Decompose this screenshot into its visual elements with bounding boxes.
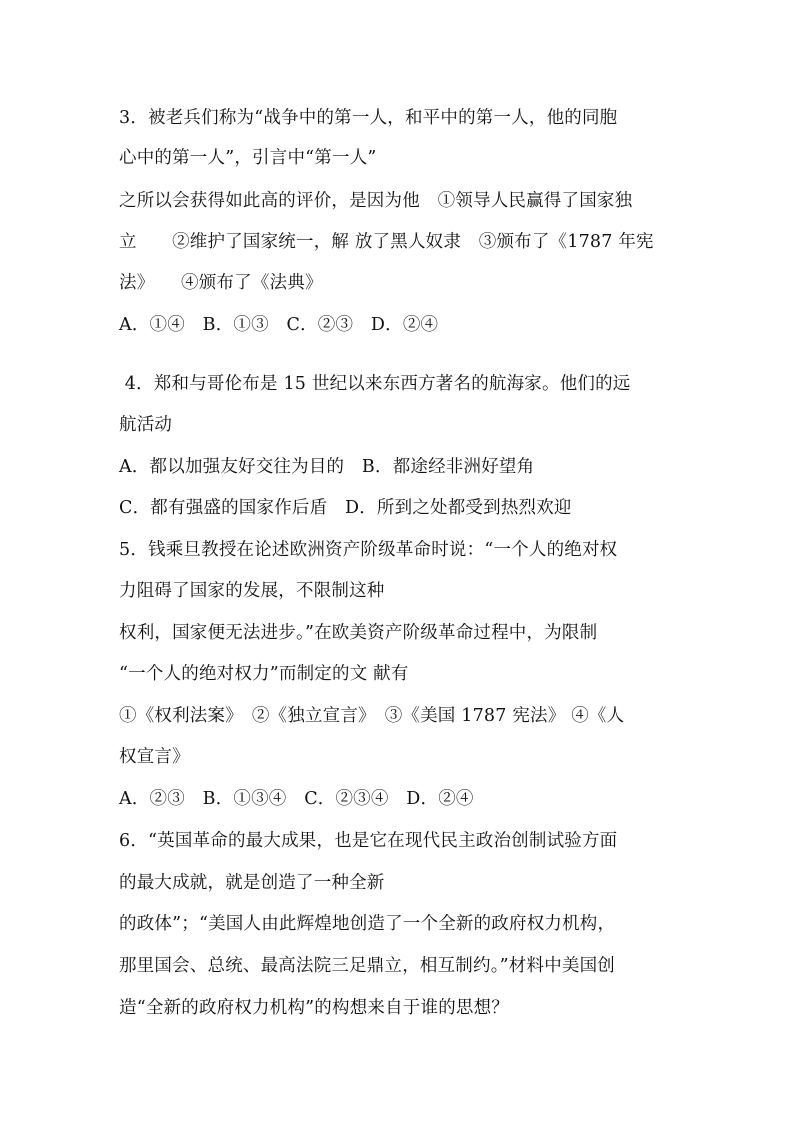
q5-stem-line-4: “一个人的绝对权力”而制定的文 献有 (119, 664, 409, 684)
q6-stem-line-2: 的最大成就，就是创造了一种全新 (119, 873, 385, 893)
q4-stem-line-2: 航活动 (119, 415, 173, 435)
q5-options: A．②③ B．①③④ C．②③④ D．②④ (119, 789, 474, 809)
q3-stem-line-2: 心中的第一人”，引言中“第一人” (119, 148, 377, 168)
q5-stem-line-2: 力阻碍了国家的发展，不限制这种 (119, 581, 385, 601)
q3-stem-line-3: 之所以会获得如此高的评价，是因为他 ①领导人民赢得了国家独 (119, 191, 633, 211)
q6-stem-line-5: 造“全新的政府权力机构”的构想来自于谁的思想？ (119, 998, 509, 1018)
q6-stem-line-1: 6．“英国革命的最大成果，也是它在现代民主政治创制试验方面 (119, 831, 618, 851)
q4-stem-line-1: 4．郑和与哥伦布是 15 世纪以来东西方著名的航海家。他们的远 (119, 374, 631, 394)
q5-stem-line-1: 5．钱乘旦教授在论述欧洲资产阶级革命时说：“一个人的绝对权 (119, 540, 618, 560)
q3-options: A．①④ B．①③ C．②③ D．②④ (119, 315, 439, 335)
q5-items-line-2: 权宣言》 (119, 747, 190, 767)
q6-stem-line-4: 那里国会、总统、最高法院三足鼎立，相互制约。”材料中美国创 (119, 956, 615, 976)
q6-stem-line-3: 的政体”；“美国人由此辉煌地创造了一个全新的政府权力机构， (119, 914, 616, 934)
q5-items-line-1: ①《权利法案》 ②《独立宣言》 ③《美国 1787 宪法》 ④《人 (119, 706, 625, 726)
q4-options-ab: A．都以加强友好交往为目的 B．都途经非洲好望角 (119, 457, 535, 477)
q3-stem-line-5: 法》 ④颁布了《法典》 (119, 273, 323, 293)
q5-stem-line-3: 权利，国家便无法进步。”在欧美资产阶级革命过程中，为限制 (119, 623, 598, 643)
q4-options-cd: C．都有强盛的国家作后盾 D．所到之处都受到热烈欢迎 (119, 498, 572, 518)
q3-stem-line-4: 立 ②维护了国家统一，解 放了黑人奴隶 ③颁布了《1787 年宪 (119, 232, 654, 252)
q3-stem-line-1: 3．被老兵们称为“战争中的第一人，和平中的第一人，他的同胞 (119, 108, 618, 128)
